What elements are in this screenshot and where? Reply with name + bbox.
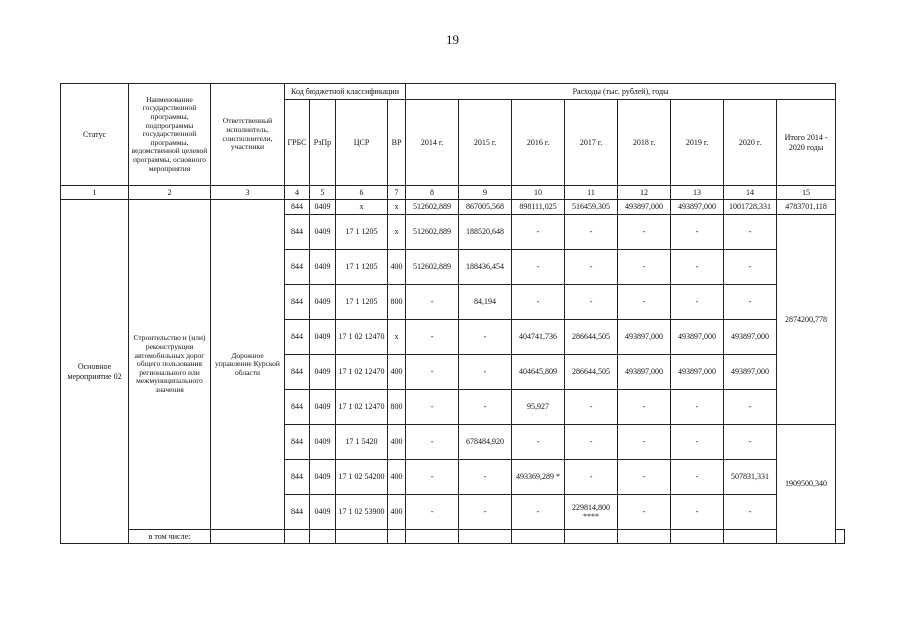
cell-rzpr: 0409 xyxy=(310,495,336,530)
cell-2016: - xyxy=(512,495,565,530)
cell-2015: 84,194 xyxy=(459,285,512,320)
cell-2018: - xyxy=(618,460,671,495)
col-num-4: 4 xyxy=(285,186,310,200)
cell-rzpr: 0409 xyxy=(310,200,336,215)
cell-2019: 493897,000 xyxy=(671,320,724,355)
cell-2015: - xyxy=(459,390,512,425)
cell-rzpr: 0409 xyxy=(310,460,336,495)
cell-2020: - xyxy=(724,285,777,320)
cell-vr: 800 xyxy=(388,285,406,320)
cell-2017: - xyxy=(565,390,618,425)
cell-csr: 17 1 02 12470 xyxy=(336,390,388,425)
cell-2019: 493897,000 xyxy=(671,355,724,390)
cell-rzpr: 0409 xyxy=(310,425,336,460)
cell-csr: 17 1 02 53900 xyxy=(336,495,388,530)
cell-2018: - xyxy=(618,250,671,285)
cell-grbs: 844 xyxy=(285,285,310,320)
cell-2015: 188436,454 xyxy=(459,250,512,285)
cell-2017: - xyxy=(565,215,618,250)
cell-2017: 516459,305 xyxy=(565,200,618,215)
cell-2015: - xyxy=(459,320,512,355)
cell-2015: 188520,648 xyxy=(459,215,512,250)
cell-csr: 17 1 1205 xyxy=(336,285,388,320)
cell-vr: х xyxy=(388,200,406,215)
empty-cell xyxy=(618,530,671,544)
cell-grbs: 844 xyxy=(285,390,310,425)
col-num-2: 2 xyxy=(129,186,211,200)
header-year-2018: 2018 г. xyxy=(618,100,671,186)
cell-csr: х xyxy=(336,200,388,215)
cell-rzpr: 0409 xyxy=(310,355,336,390)
cell-grbs: 844 xyxy=(285,425,310,460)
cell-2018: - xyxy=(618,495,671,530)
cell-2017: 286644,505 xyxy=(565,320,618,355)
cell-2018: - xyxy=(618,425,671,460)
header-status: Статус xyxy=(61,84,129,186)
cell-2014: 512602,889 xyxy=(406,200,459,215)
col-num-8: 8 xyxy=(406,186,459,200)
cell-2014: - xyxy=(406,495,459,530)
group-total-b: 1909500,340 xyxy=(777,425,836,544)
cell-2016: - xyxy=(512,285,565,320)
header-row-top xyxy=(61,84,845,100)
col-num-13: 13 xyxy=(671,186,724,200)
cell-vr: х xyxy=(388,215,406,250)
header-year-2014: 2014 г. xyxy=(406,100,459,186)
page-number: 19 xyxy=(446,32,459,47)
cell-2015: 867005,568 xyxy=(459,200,512,215)
table-row xyxy=(61,530,845,544)
cell-vr: 400 xyxy=(388,355,406,390)
col-num-6: 6 xyxy=(336,186,388,200)
cell-2014: - xyxy=(406,320,459,355)
cell-2019: - xyxy=(671,425,724,460)
cell-2019: - xyxy=(671,495,724,530)
header-year-2019: 2019 г. xyxy=(671,100,724,186)
header-executor: Ответственный исполнитель, соисполнители, участники xyxy=(211,84,285,186)
cell-2019: 493897,000 xyxy=(671,200,724,215)
cell-2018: - xyxy=(618,215,671,250)
empty-cell xyxy=(406,530,459,544)
cell-vr: 400 xyxy=(388,460,406,495)
cell-total: 4783701,118 xyxy=(777,200,836,215)
cell-2016: - xyxy=(512,215,565,250)
empty-cell xyxy=(836,530,845,544)
cell-vr: 400 xyxy=(388,425,406,460)
empty-cell xyxy=(512,530,565,544)
header-expenses: Расходы (тыс. рублей), годы xyxy=(406,84,836,100)
cell-2014: - xyxy=(406,355,459,390)
cell-2017: - xyxy=(565,425,618,460)
cell-2019: - xyxy=(671,390,724,425)
cell-rzpr: 0409 xyxy=(310,215,336,250)
cell-2016: 95,927 xyxy=(512,390,565,425)
including-label: в том числе: xyxy=(129,530,211,544)
header-year-2017: 2017 г. xyxy=(565,100,618,186)
group-name: Строительство и (или) реконструкция автомобильных дорог общего пользования регионального или межмуниципального значения xyxy=(129,200,211,530)
cell-2014: - xyxy=(406,425,459,460)
cell-grbs: 844 xyxy=(285,495,310,530)
group-status: Основное мероприятие 02 xyxy=(61,200,129,544)
header-total: Итого 2014 - 2020 годы xyxy=(777,100,836,186)
col-num-3: 3 xyxy=(211,186,285,200)
cell-2018: 493897,000 xyxy=(618,200,671,215)
cell-2015: - xyxy=(459,495,512,530)
cell-2017: - xyxy=(565,285,618,320)
cell-csr: 17 1 1205 xyxy=(336,250,388,285)
cell-2016: - xyxy=(512,250,565,285)
cell-vr: 400 xyxy=(388,495,406,530)
cell-2020: 493897,000 xyxy=(724,320,777,355)
header-year-2015: 2015 г. xyxy=(459,100,512,186)
cell-csr: 17 1 1205 xyxy=(336,215,388,250)
cell-2017: - xyxy=(565,460,618,495)
cell-2015: - xyxy=(459,460,512,495)
cell-rzpr: 0409 xyxy=(310,320,336,355)
cell-2020: 1001728,331 xyxy=(724,200,777,215)
empty-cell xyxy=(565,530,618,544)
cell-2018: - xyxy=(618,390,671,425)
empty-cell xyxy=(211,530,285,544)
cell-2019: - xyxy=(671,215,724,250)
col-num-10: 10 xyxy=(512,186,565,200)
cell-2018: 493897,000 xyxy=(618,355,671,390)
header-grbs: ГРБС xyxy=(285,100,310,186)
cell-csr: 17 1 02 12470 xyxy=(336,355,388,390)
cell-2017: 229814,800 **** xyxy=(565,495,618,530)
column-number-row xyxy=(61,186,845,200)
col-num-5: 5 xyxy=(310,186,336,200)
header-name: Наименование государственной программы, подпрограммы государственной программы, ведомственной целевой программы, основного мероприятия xyxy=(129,84,211,186)
cell-2017: - xyxy=(565,250,618,285)
empty-cell xyxy=(388,530,406,544)
cell-grbs: 844 xyxy=(285,200,310,215)
cell-2014: 512602,889 xyxy=(406,250,459,285)
header-year-2020: 2020 г. xyxy=(724,100,777,186)
col-num-7: 7 xyxy=(388,186,406,200)
cell-2018: 493897,000 xyxy=(618,320,671,355)
cell-2014: - xyxy=(406,285,459,320)
cell-vr: х xyxy=(388,320,406,355)
cell-2020: 493897,000 xyxy=(724,355,777,390)
col-num-12: 12 xyxy=(618,186,671,200)
cell-csr: 17 1 02 12470 xyxy=(336,320,388,355)
header-budget-code: Код бюджетной классификации xyxy=(285,84,406,100)
cell-vr: 800 xyxy=(388,390,406,425)
cell-rzpr: 0409 xyxy=(310,285,336,320)
header-rzpr: РзПр xyxy=(310,100,336,186)
col-num-9: 9 xyxy=(459,186,512,200)
empty-cell xyxy=(671,530,724,544)
cell-2020: 507831,331 xyxy=(724,460,777,495)
group-executor: Дорожное управление Курской области xyxy=(211,200,285,530)
cell-2016: 404741,736 xyxy=(512,320,565,355)
group-total-a: 2874200,778 xyxy=(777,215,836,425)
cell-grbs: 844 xyxy=(285,320,310,355)
cell-2019: - xyxy=(671,460,724,495)
cell-2020: - xyxy=(724,495,777,530)
cell-2015: - xyxy=(459,355,512,390)
cell-grbs: 844 xyxy=(285,460,310,495)
empty-cell xyxy=(285,530,310,544)
cell-2016: 404645,809 xyxy=(512,355,565,390)
budget-table xyxy=(60,83,845,544)
col-num-1: 1 xyxy=(61,186,129,200)
empty-cell xyxy=(459,530,512,544)
header-csr: ЦСР xyxy=(336,100,388,186)
cell-2016: - xyxy=(512,425,565,460)
header-vr: ВР xyxy=(388,100,406,186)
cell-2014: 512602,889 xyxy=(406,215,459,250)
cell-2016: 493369,289 * xyxy=(512,460,565,495)
empty-cell xyxy=(724,530,777,544)
col-num-14: 14 xyxy=(724,186,777,200)
cell-2014: - xyxy=(406,460,459,495)
cell-2019: - xyxy=(671,285,724,320)
cell-2016: 898111,025 xyxy=(512,200,565,215)
cell-csr: 17 1 02 54200 xyxy=(336,460,388,495)
table-row xyxy=(61,200,845,215)
cell-2017: 286644,505 xyxy=(565,355,618,390)
cell-2020: - xyxy=(724,425,777,460)
cell-2014: - xyxy=(406,390,459,425)
empty-cell xyxy=(336,530,388,544)
cell-2020: - xyxy=(724,215,777,250)
cell-2020: - xyxy=(724,250,777,285)
col-num-15: 15 xyxy=(777,186,836,200)
empty-cell xyxy=(310,530,336,544)
cell-csr: 17 1 5420 xyxy=(336,425,388,460)
cell-grbs: 844 xyxy=(285,215,310,250)
cell-2019: - xyxy=(671,250,724,285)
col-num-11: 11 xyxy=(565,186,618,200)
cell-grbs: 844 xyxy=(285,250,310,285)
header-year-2016: 2016 г. xyxy=(512,100,565,186)
cell-rzpr: 0409 xyxy=(310,390,336,425)
cell-rzpr: 0409 xyxy=(310,250,336,285)
cell-vr: 400 xyxy=(388,250,406,285)
cell-2018: - xyxy=(618,285,671,320)
cell-grbs: 844 xyxy=(285,355,310,390)
cell-2015: 678484,920 xyxy=(459,425,512,460)
cell-2020: - xyxy=(724,390,777,425)
